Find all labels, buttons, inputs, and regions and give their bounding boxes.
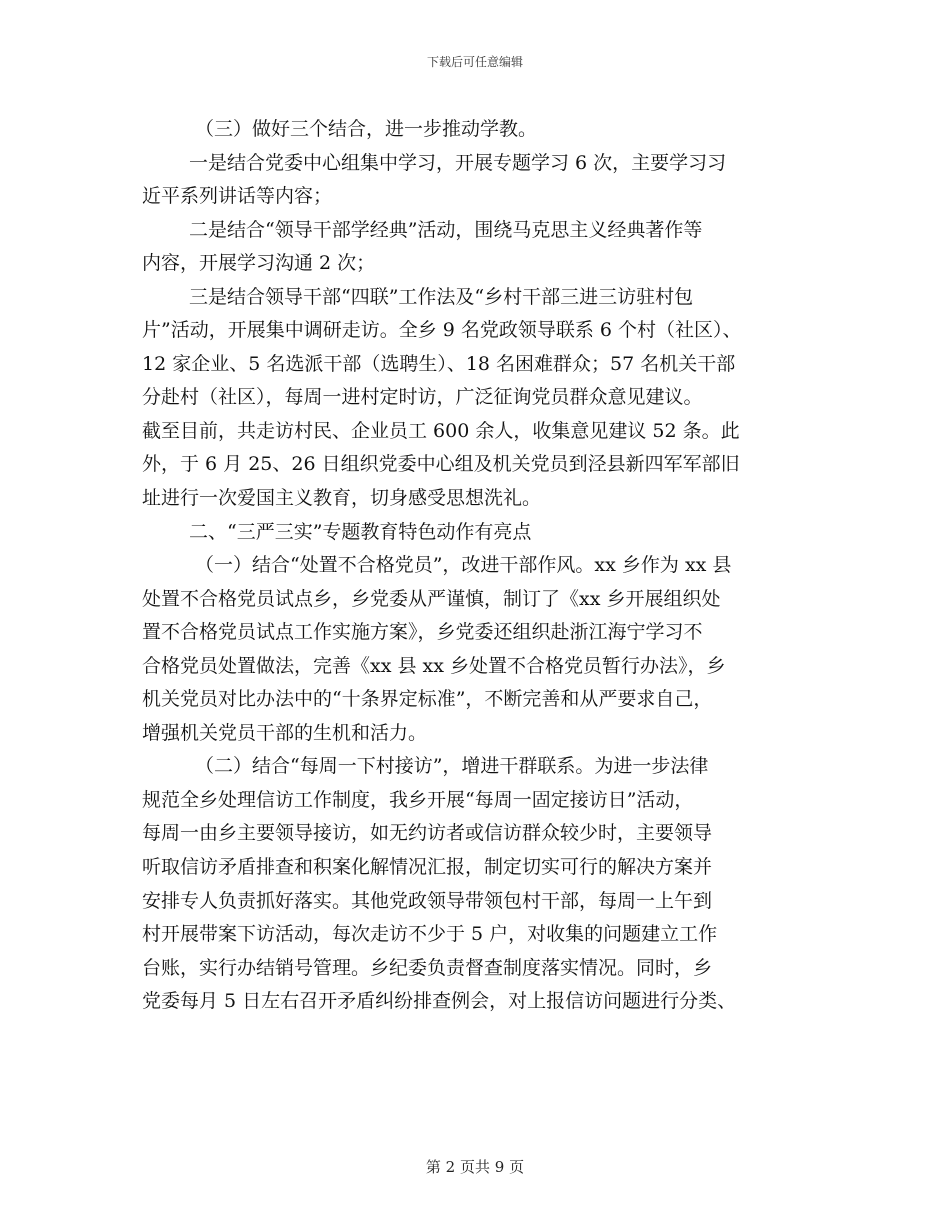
text-line: （一）结合“处置不合格党员”，改进干部作风。xx 乡作为 xx 县 bbox=[195, 554, 732, 577]
text-line: 合格党员处置做法，完善《xx 县 xx 乡处置不合格党员暂行办法》，乡 bbox=[142, 654, 726, 677]
text-line: 村开展带案下访活动，每次走访不少于 5 户，对收集的问题建立工作 bbox=[142, 923, 718, 946]
text-line: 址进行一次爱国主义教育，切身感受思想洗礼。 bbox=[142, 487, 542, 510]
text-line: 机关党员对比办法中的“十条界定标准”，不断完善和从严要求自己， bbox=[142, 688, 713, 711]
text-line: 片”活动，开展集中调研走访。全乡 9 名党政领导联系 6 个村（社区）、 bbox=[142, 319, 742, 342]
text-line: 二、“三严三实”专题教育特色动作有亮点 bbox=[189, 520, 532, 543]
text-line: 处置不合格党员试点乡，乡党委从严谨慎，制订了《xx 乡开展组织处 bbox=[142, 587, 721, 610]
page-footer: 第 2 页共 9 页 bbox=[425, 1158, 525, 1176]
text-line: 置不合格党员试点工作实施方案》，乡党委还组织赴浙江海宁学习不 bbox=[142, 621, 703, 644]
text-line: 二是结合“领导干部学经典”活动，围绕马克思主义经典著作等 bbox=[189, 218, 703, 241]
text-line: 党委每月 5 日左右召开矛盾纠纷排查例会，对上报信访问题进行分类、 bbox=[142, 990, 737, 1013]
text-line: 一是结合党委中心组集中学习，开展专题学习 6 次，主要学习习 bbox=[189, 151, 727, 174]
text-line: 近平系列讲话等内容； bbox=[142, 185, 333, 208]
text-line: 12 家企业、5 名选派干部（选聘生）、18 名困难群众；57 名机关干部 bbox=[142, 352, 736, 375]
text-line: 增强机关党员干部的生机和活力。 bbox=[142, 721, 428, 744]
text-line: 截至目前，共走访村民、企业员工 600 余人，收集意见建议 52 条。此 bbox=[142, 419, 740, 442]
text-line: 安排专人负责抓好落实。其他党政领导带领包村干部，每周一上午到 bbox=[142, 889, 713, 912]
text-line: （二）结合“每周一下村接访”，增进干群联系。为进一步法律 bbox=[195, 755, 709, 778]
text-line: 台账，实行办结销号管理。乡纪委负责督查制度落实情况。同时，乡 bbox=[142, 956, 713, 979]
text-line: 每周一由乡主要领导接访，如无约访者或信访群众较少时，主要领导 bbox=[142, 822, 713, 845]
text-line: 规范全乡处理信访工作制度，我乡开展“每周一固定接访日”活动， bbox=[142, 788, 694, 811]
text-line: 听取信访矛盾排查和积案化解情况汇报，制定切实可行的解决方案并 bbox=[142, 856, 713, 879]
text-line: 三是结合领导干部“四联”工作法及“乡村干部三进三访驻村包 bbox=[189, 285, 694, 308]
text-line: 外，于 6 月 25、26 日组织党委中心组及机关党员到泾县新四军军部旧 bbox=[142, 453, 740, 476]
text-line: 内容，开展学习沟通 2 次； bbox=[142, 252, 376, 275]
page-header: 下载后可任意编辑 bbox=[426, 55, 523, 69]
body-text bbox=[0, 113, 950, 1019]
text-line: 分赴村（社区），每周一进村定时访，广泛征询党员群众意见建议。 bbox=[142, 386, 703, 409]
text-line: （三）做好三个结合，进一步推动学教。 bbox=[195, 118, 538, 140]
